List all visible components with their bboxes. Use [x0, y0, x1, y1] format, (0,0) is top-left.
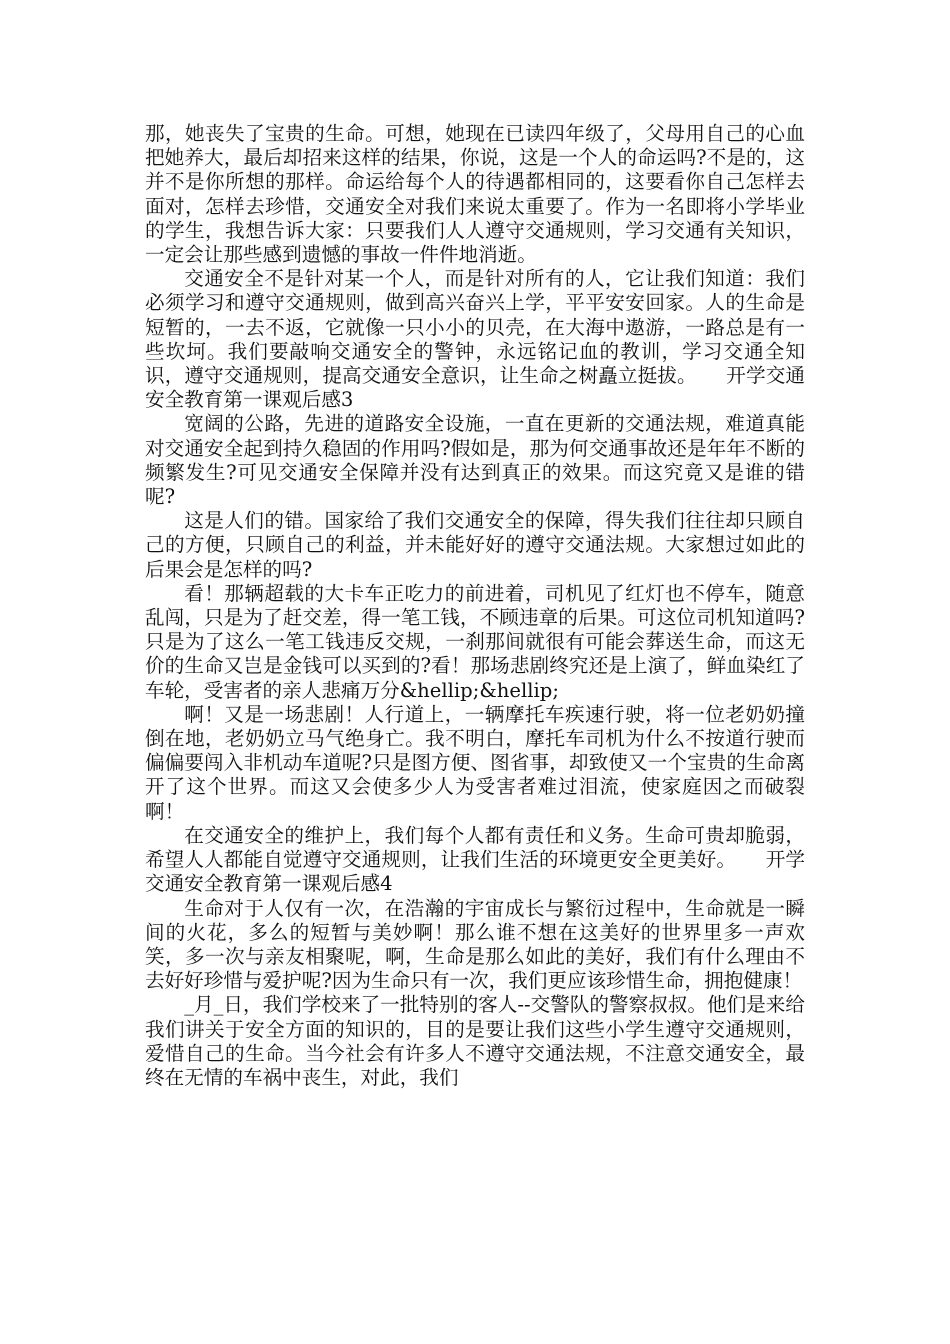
paragraph-8: 生命对于人仅有一次，在浩瀚的宇宙成长与繁衍过程中，生命就是一瞬间的火花，多么的短暂与美妙啊！那么谁不想在这美好的世界里多一声欢笑，多一次与亲友相聚呢，啊，生命是那么如此的美好，我们有什么理由不去好好珍惜与爱护呢?因为生命只有一次，我们更应该珍惜生命，拥抱健康！	[145, 896, 805, 993]
paragraph-1: 那，她丧失了宝贵的生命。可想，她现在已读四年级了，父母用自己的心血把她养大，最后却招来这样的结果，你说，这是一个人的命运吗?不是的，这并不是你所想的那样。命运给每个人的待遇都相同的，这要看你自己怎样去面对，怎样去珍惜，交通安全对我们来说太重要了。作为一名即将小学毕业的学生，我想告诉大家：只要我们人人遵守交通规则，学习交通有关知识，一定会让那些感到遗憾的事故一件件地消逝。	[145, 122, 805, 267]
paragraph-4: 这是人们的错。国家给了我们交通安全的保障，得失我们往往却只顾自己的方便，只顾自己的利益，并未能好好的遵守交通法规。大家想过如此的后果会是怎样的吗?	[145, 509, 805, 581]
paragraph-6: 啊！又是一场悲剧！人行道上，一辆摩托车疾速行驶，将一位老奶奶撞倒在地，老奶奶立马气绝身亡。我不明白，摩托车司机为什么不按道行驶而偏偏要闯入非机动车道呢?只是图方便、图省事，却致使又一个宝贵的生命离开了这个世界。而这又会使多少人为受害者难过泪流，使家庭因之而破裂啊！	[145, 702, 805, 823]
paragraph-9: _月_日，我们学校来了一批特别的客人--交警队的警察叔叔。他们是来给我们讲关于安全方面的知识的，目的是要让我们这些小学生遵守交通规则，爱惜自己的生命。当今社会有许多人不遵守交通法规，不注意交通安全，最终在无情的车祸中丧生，对此，我们	[145, 993, 805, 1089]
paragraph-2: 交通安全不是针对某一个人，而是针对所有的人，它让我们知道：我们必须学习和遵守交通规则，做到高兴奋兴上学，平平安安回家。人的生命是短暂的，一去不返，它就像一只小小的贝壳，在大海中遨游，一路总是有一些坎坷。我们要敲响交通安全的警钟，永远铭记血的教训，学习交通全知识，遵守交通规则，提高交通安全意识，让生命之树矗立挺拔。 开学交通安全教育第一课观后感3	[145, 267, 805, 412]
paragraph-7: 在交通安全的维护上，我们每个人都有责任和义务。生命可贵却脆弱，希望人人都能自觉遵守交通规则，让我们生活的环境更安全更美好。 开学交通安全教育第一课观后感4	[145, 823, 805, 896]
document-body	[145, 122, 805, 1090]
paragraph-5: 看！那辆超载的大卡车正吃力的前进着，司机见了红灯也不停车，随意乱闯，只是为了赶交差，得一笔工钱，不顾违章的后果。可这位司机知道吗?只是为了这么一笔工钱违反交规，一刹那间就很有可能会葬送生命，而这无价的生命又岂是金钱可以买到的?看！那场悲剧终究还是上演了，鲜血染红了车轮，受害者的亲人悲痛万分&hellip;&hellip;	[145, 581, 805, 702]
paragraph-3: 宽阔的公路，先进的道路安全设施，一直在更新的交通法规，难道真能对交通安全起到持久稳固的作用吗?假如是，那为何交通事故还是年年不断的频繁发生?可见交通安全保障并没有达到真正的效果。而这究竟又是谁的错呢?	[145, 412, 805, 509]
